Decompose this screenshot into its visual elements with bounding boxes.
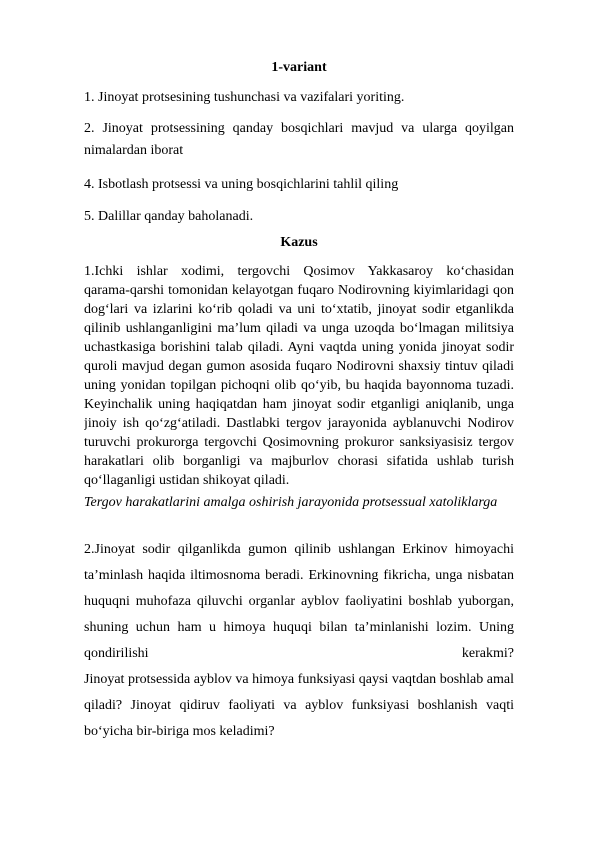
variant-title: 1-variant (271, 60, 327, 75)
question-line: 1. Jinoyat protsesining tushunchasi va vazifalari yoriting. (84, 90, 405, 105)
case-line: ta’minlash haqida iltimosnoma beradi. Erkinovning fikricha, unga nisbatan (84, 568, 514, 583)
case-2-paragraph (84, 537, 514, 745)
case-line: Keyinchalik uning haqiqatdan ham jinoyat sodir etganligi aniqlanib, unga (84, 397, 514, 412)
question-1 (84, 87, 514, 109)
case-line: harakatlari olib borganligi va majburlov chorasi sifatida ushlab turish (84, 454, 514, 469)
case-line: Jinoyat protsessida ayblov va himoya funksiyasi qaysi vaqtdan boshlab amal (84, 672, 514, 687)
case-line: qarama-qarshi tomonidan kelayotgan fuqaro Nodirovning kiyimlaridagi qon (84, 283, 514, 298)
case-line: qondirilishi kerakmi? (84, 646, 514, 661)
case-line: qilinib ushlanganligini ma’lum qiladi va unga uzoqda bo‘lmagan militsiya (84, 321, 514, 336)
question-line: 5. Dalillar qanday baholanadi. (84, 209, 254, 224)
case-line: dog‘lari va izlarini ko‘rib qoladi va uni to‘xtatib, jinoyat sodir etganlikda (84, 302, 514, 317)
case-1-italic-note: Tergov harakatlarini amalga oshirish jarayonida protsessual xatoliklarga (84, 495, 498, 510)
case-line: shuning uchun ham u himoya huquqi bilan ta’minlanishi lozim. Uning (84, 620, 514, 635)
case-line: qiladi? Jinoyat qidiruv faoliyati va ayblov funksiyasi boshlanish vaqti (84, 698, 514, 713)
question-line: nimalardan iborat (84, 143, 184, 158)
case-line: turuvchi prokurorga tergovchi Qosimovning prokuror sanksiyasisiz tergov (84, 435, 514, 450)
case-line: bo‘yicha bir-biriga mos keladimi? (84, 724, 275, 739)
case-line: huquqni muhofaza qiluvchi organlar ayblov faoliyatini boshlab yuborgan, (84, 594, 514, 609)
question-line: 2. Jinoyat protsessining qanday bosqichlari mavjud va ularga qoyilgan (84, 121, 514, 136)
case-line: uchastkasiga borishini talab qiladi. Ayni vaqtda uning yonida jinoyat sodir (84, 340, 514, 355)
case-1-paragraph (84, 262, 514, 512)
kazus-heading: Kazus (280, 235, 318, 250)
question-5 (84, 206, 514, 228)
question-2 (84, 118, 514, 162)
case-line: 2.Jinoyat sodir qilganlikda gumon qilinib ushlangan Erkinov himoyachi (84, 542, 514, 557)
case-line: jinoiy ish qo‘zg‘atiladi. Dastlabki tergov jarayonida ayblanuvchi Nodirov (84, 416, 514, 431)
case-line: uning yonidan topilgan pichoqni olib qo‘yib, bu haqida bayonnoma tuzadi. (84, 378, 514, 393)
question-4 (84, 174, 514, 196)
question-line: 4. Isbotlash protsessi va uning bosqichlarini tahlil qiling (84, 177, 399, 192)
case-line: qo‘llaganligi ustidan shikoyat qiladi. (84, 473, 290, 488)
case-line: quroli mavjud degan gumon asosida fuqaro Nodirovni shaxsiy tintuv qiladi (84, 359, 514, 374)
case-line: 1.Ichki ishlar xodimi, tergovchi Qosimov Yakkasaroy ko‘chasidan (84, 264, 514, 279)
